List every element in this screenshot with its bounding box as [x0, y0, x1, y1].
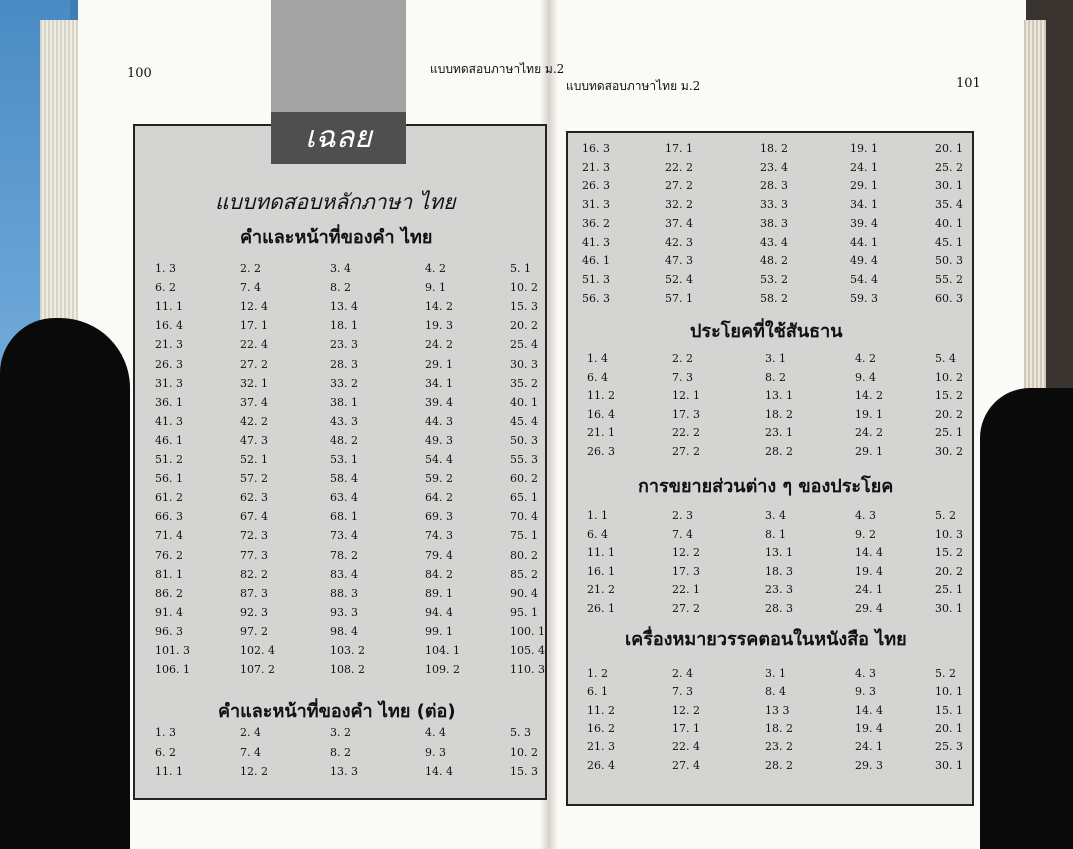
answer-cell: 41. 3 — [582, 235, 610, 249]
answer-cell: 22. 4 — [672, 740, 700, 754]
answer-cell: 25. 1 — [935, 583, 963, 596]
answer-cell: 5. 3 — [510, 726, 531, 739]
answer-cell: 20. 2 — [510, 319, 538, 333]
answer-cell: 19. 3 — [425, 319, 453, 333]
answer-cell: 48. 2 — [330, 433, 358, 447]
answer-cell: 16. 4 — [587, 407, 615, 421]
answer-cell: 28. 3 — [330, 357, 358, 371]
answer-cell: 14. 4 — [855, 546, 883, 559]
answer-cell: 14. 4 — [425, 765, 453, 778]
answer-cell: 93. 3 — [330, 605, 358, 619]
answer-cell: 23. 4 — [760, 160, 788, 174]
answer-cell: 21. 1 — [587, 426, 615, 439]
answer-cell: 92. 3 — [240, 605, 268, 619]
answer-cell: 62. 3 — [240, 491, 268, 505]
answer-cell: 4. 2 — [855, 352, 876, 365]
answer-cell: 51. 2 — [155, 453, 183, 466]
answer-cell: 80. 2 — [510, 548, 538, 562]
answer-cell: 70. 4 — [510, 510, 538, 524]
answer-cell: 49. 3 — [425, 433, 453, 447]
answer-cell: 53. 2 — [760, 272, 788, 286]
answer-cell: 19. 4 — [855, 564, 883, 578]
answer-cell: 1. 4 — [587, 352, 608, 365]
answer-cell: 56. 1 — [155, 472, 183, 486]
answer-cell: 1. 3 — [155, 726, 176, 739]
answer-cell: 21. 3 — [155, 338, 183, 352]
answer-cell: 12. 2 — [672, 703, 700, 717]
answer-cell: 10. 2 — [510, 745, 538, 759]
answer-cell: 22. 2 — [672, 426, 700, 439]
answer-cell: 77. 3 — [240, 548, 268, 562]
answer-cell: 81. 1 — [155, 567, 183, 581]
answer-cell: 36. 1 — [155, 395, 183, 409]
answer-cell: 24. 1 — [855, 583, 883, 596]
answer-cell: 95. 1 — [510, 605, 538, 619]
answer-cell: 20. 2 — [935, 407, 963, 421]
answer-cell: 19. 1 — [850, 142, 878, 155]
answer-cell: 6. 2 — [155, 745, 176, 759]
answer-cell: 12. 2 — [672, 546, 700, 559]
answer-cell: 26. 3 — [582, 179, 610, 193]
answer-cell: 84. 2 — [425, 567, 453, 581]
answer-cell: 16. 1 — [587, 564, 615, 578]
answer-cell: 49. 4 — [850, 254, 878, 268]
answer-cell: 44. 1 — [850, 235, 878, 249]
answer-cell: 27. 2 — [665, 179, 693, 193]
answer-cell: 8. 1 — [765, 527, 786, 541]
answer-cell: 3. 2 — [330, 726, 351, 739]
answer-cell: 94. 4 — [425, 605, 453, 619]
answer-cell: 8. 2 — [330, 745, 351, 759]
answer-cell: 103. 2 — [330, 644, 365, 657]
answer-cell: 24. 2 — [855, 426, 883, 439]
answer-cell: 45. 4 — [510, 414, 538, 428]
answer-cell: 3. 4 — [330, 262, 351, 275]
answer-cell: 20. 1 — [935, 721, 963, 735]
answer-cell: 3. 4 — [765, 509, 786, 522]
answer-cell: 29. 4 — [855, 601, 883, 615]
left-hand — [0, 318, 130, 849]
answer-cell: 17. 1 — [665, 142, 693, 155]
answer-cell: 4. 4 — [425, 726, 446, 739]
answer-cell: 10. 3 — [935, 527, 963, 541]
answer-cell: 28. 2 — [765, 758, 793, 772]
answer-cell: 26. 3 — [155, 357, 183, 371]
answer-cell: 3. 1 — [765, 667, 786, 680]
answer-cell: 55. 2 — [935, 272, 963, 286]
answer-cell: 85. 2 — [510, 567, 538, 581]
answer-cell: 76. 2 — [155, 548, 183, 562]
answer-cell: 7. 4 — [672, 527, 693, 541]
answer-cell: 14. 4 — [855, 703, 883, 717]
answer-cell: 45. 1 — [935, 235, 963, 249]
answer-cell: 2. 4 — [672, 667, 693, 680]
answer-cell: 2. 4 — [240, 726, 261, 739]
answer-cell: 18. 2 — [765, 721, 793, 735]
answer-cell: 26. 3 — [587, 444, 615, 458]
answer-cell: 24. 1 — [855, 740, 883, 754]
section-title: คำและหน้าที่ของคำ ไทย (ต่อ) — [218, 701, 456, 722]
answer-cell: 21. 2 — [587, 583, 615, 596]
answer-cell: 50. 3 — [510, 433, 538, 447]
answer-cell: 28. 3 — [765, 601, 793, 615]
right-hand — [980, 388, 1073, 849]
answer-cell: 46. 1 — [582, 254, 610, 268]
answer-cell: 15. 1 — [935, 703, 963, 717]
answer-cell: 18. 3 — [765, 564, 793, 578]
answer-cell: 15. 2 — [935, 389, 963, 402]
answer-cell: 71. 4 — [155, 529, 183, 543]
answer-cell: 1. 3 — [155, 262, 176, 275]
answer-cell: 64. 2 — [425, 491, 453, 505]
answer-cell: 24. 1 — [850, 160, 878, 174]
answer-cell: 18. 2 — [760, 142, 788, 155]
answer-cell: 7. 3 — [672, 370, 693, 384]
answer-cell: 38. 3 — [760, 216, 788, 230]
answer-cell: 33. 3 — [760, 198, 788, 212]
answer-cell: 74. 3 — [425, 529, 453, 543]
answer-cell: 39. 4 — [850, 216, 878, 230]
answer-cell: 12. 4 — [240, 300, 268, 314]
answer-cell: 31. 3 — [155, 376, 183, 390]
answer-cell: 1. 2 — [587, 667, 608, 680]
answer-cell: 4. 3 — [855, 509, 876, 522]
answer-cell: 27. 2 — [672, 444, 700, 458]
answer-cell: 8. 2 — [330, 281, 351, 295]
answer-cell: 23. 3 — [765, 583, 793, 596]
answer-cell: 7. 4 — [240, 745, 261, 759]
right-running-head: แบบทดสอบภาษาไทย ม.2 — [566, 79, 701, 93]
answer-cell: 34. 1 — [425, 376, 453, 390]
answer-cell: 23. 3 — [330, 338, 358, 352]
answer-cell: 20. 1 — [935, 142, 963, 155]
answer-cell: 39. 4 — [425, 395, 453, 409]
answer-cell: 26. 1 — [587, 601, 615, 615]
answer-cell: 1. 1 — [587, 509, 608, 522]
answer-cell: 33. 2 — [330, 376, 358, 390]
answer-cell: 8. 2 — [765, 370, 786, 384]
section-title: การขยายส่วนต่าง ๆ ของประโยค — [638, 476, 894, 497]
answer-cell: 3. 1 — [765, 352, 786, 365]
answer-cell: 20. 2 — [935, 564, 963, 578]
answer-cell: 54. 4 — [850, 272, 878, 286]
answer-cell: 78. 2 — [330, 548, 358, 562]
answer-cell: 17. 3 — [672, 407, 700, 421]
answer-cell: 31. 3 — [582, 198, 610, 212]
answer-cell: 88. 3 — [330, 586, 358, 600]
answer-cell: 6. 1 — [587, 685, 608, 699]
answer-cell: 11. 2 — [587, 703, 615, 717]
answer-cell: 102. 4 — [240, 644, 275, 657]
answer-cell: 65. 1 — [510, 491, 538, 505]
answer-cell: 67. 4 — [240, 510, 268, 524]
answer-cell: 48. 2 — [760, 254, 788, 268]
answer-cell: 30. 2 — [935, 444, 963, 458]
answer-cell: 15. 3 — [510, 300, 538, 314]
answer-cell: 30. 1 — [935, 758, 963, 772]
left-page-number: 100 — [127, 66, 152, 81]
answer-cell: 30. 3 — [510, 357, 538, 371]
answer-cell: 75. 1 — [510, 529, 538, 543]
answer-cell: 11. 1 — [587, 546, 615, 559]
answer-cell: 79. 4 — [425, 548, 453, 562]
answer-cell: 19. 1 — [855, 407, 883, 421]
answer-cell: 82. 2 — [240, 567, 268, 581]
answer-cell: 52. 4 — [665, 272, 693, 286]
answer-cell: 57. 2 — [240, 472, 268, 486]
answer-cell: 58. 2 — [760, 291, 788, 305]
answer-cell: 28. 3 — [760, 179, 788, 193]
answer-cell: 54. 4 — [425, 453, 453, 466]
answer-cell: 99. 1 — [425, 624, 453, 638]
answer-cell: 68. 1 — [330, 510, 358, 524]
section-title: เครื่องหมายวรรคตอนในหนังสือ ไทย — [625, 629, 907, 650]
answer-cell: 100. 1 — [510, 624, 545, 638]
answer-cell: 32. 2 — [665, 198, 693, 212]
answer-cell: 110. 3 — [510, 663, 545, 677]
answer-cell: 13. 4 — [330, 300, 358, 314]
answer-cell: 9. 3 — [425, 745, 446, 759]
answer-cell: 60. 2 — [510, 472, 538, 486]
answer-cell: 61. 2 — [155, 491, 183, 505]
answer-cell: 66. 3 — [155, 510, 183, 524]
answer-cell: 6. 4 — [587, 370, 608, 384]
right-page-number: 101 — [956, 76, 981, 91]
answer-cell: 4. 3 — [855, 667, 876, 680]
answer-cell: 60. 3 — [935, 291, 963, 305]
answer-cell: 11. 1 — [155, 300, 183, 314]
answer-cell: 59. 3 — [850, 291, 878, 305]
answer-cell: 9. 4 — [855, 370, 876, 384]
answer-cell: 22. 1 — [672, 583, 700, 596]
answer-cell: 10. 2 — [935, 370, 963, 384]
answer-cell: 16. 2 — [587, 721, 615, 735]
answer-cell: 63. 4 — [330, 491, 358, 505]
answer-cell: 13 3 — [765, 703, 790, 717]
answer-cell: 29. 1 — [850, 179, 878, 193]
answer-cell: 40. 1 — [510, 395, 538, 409]
answer-cell: 96. 3 — [155, 624, 183, 638]
answer-cell: 47. 3 — [240, 433, 268, 447]
answer-cell: 26. 4 — [587, 758, 615, 772]
answer-cell: 24. 2 — [425, 338, 453, 352]
answer-cell: 7. 4 — [240, 281, 261, 295]
answer-cell: 28. 2 — [765, 444, 793, 458]
answer-cell: 25. 3 — [935, 740, 963, 754]
answer-cell: 57. 1 — [665, 291, 693, 305]
answer-cell: 55. 3 — [510, 453, 538, 466]
section-title: คำและหน้าที่ของคำ ไทย — [240, 227, 433, 248]
answer-cell: 40. 1 — [935, 216, 963, 230]
answer-cell: 19. 4 — [855, 721, 883, 735]
answer-cell: 90. 4 — [510, 586, 538, 600]
answer-cell: 12. 1 — [672, 389, 700, 402]
answer-cell: 43. 3 — [330, 414, 358, 428]
answer-cell: 5. 4 — [935, 352, 956, 365]
answer-cell: 18. 1 — [330, 319, 358, 333]
answer-cell: 98. 4 — [330, 624, 358, 638]
answer-cell: 21. 3 — [587, 740, 615, 754]
answer-cell: 42. 3 — [665, 235, 693, 249]
answer-cell: 43. 4 — [760, 235, 788, 249]
tab-gray-block — [271, 0, 406, 112]
answer-cell: 53. 1 — [330, 453, 358, 466]
answer-cell: 5. 2 — [935, 509, 956, 522]
answer-cell: 41. 3 — [155, 414, 183, 428]
answer-cell: 23. 2 — [765, 740, 793, 754]
answer-cell: 107. 2 — [240, 663, 275, 677]
answer-cell: 13. 3 — [330, 765, 358, 778]
answer-cell: 29. 1 — [425, 357, 453, 371]
answer-cell: 106. 1 — [155, 663, 190, 677]
answer-cell: 9. 1 — [425, 281, 446, 295]
answer-cell: 17. 1 — [240, 319, 268, 333]
answer-cell: 69. 3 — [425, 510, 453, 524]
main-title: แบบทดสอบหลักภาษา ไทย — [215, 190, 456, 214]
answer-cell: 91. 4 — [155, 605, 183, 619]
answer-cell: 34. 1 — [850, 198, 878, 212]
answer-cell: 21. 3 — [582, 160, 610, 174]
answer-cell: 14. 2 — [855, 389, 883, 402]
answer-cell: 9. 3 — [855, 685, 876, 699]
answer-cell: 2. 2 — [240, 262, 261, 275]
answer-cell: 50. 3 — [935, 254, 963, 268]
answer-cell: 37. 4 — [240, 395, 268, 409]
answer-cell: 30. 1 — [935, 601, 963, 615]
answer-cell: 14. 2 — [425, 300, 453, 314]
answer-cell: 12. 2 — [240, 765, 268, 778]
answer-cell: 52. 1 — [240, 453, 268, 466]
answer-cell: 13. 1 — [765, 546, 793, 559]
answer-cell: 6. 2 — [155, 281, 176, 295]
answer-cell: 42. 2 — [240, 414, 268, 428]
answer-cell: 17. 1 — [672, 721, 700, 735]
answer-cell: 7. 3 — [672, 685, 693, 699]
answer-cell: 72. 3 — [240, 529, 268, 543]
answer-cell: 51. 3 — [582, 272, 610, 286]
answer-cell: 25. 1 — [935, 426, 963, 439]
answer-cell: 16. 4 — [155, 319, 183, 333]
answer-cell: 15. 3 — [510, 765, 538, 778]
answer-cell: 23. 1 — [765, 426, 793, 439]
answer-cell: 4. 2 — [425, 262, 446, 275]
answer-cell: 16. 3 — [582, 142, 610, 155]
answer-cell: 11. 1 — [155, 765, 183, 778]
answer-cell: 105. 4 — [510, 644, 545, 657]
answer-cell: 25. 2 — [935, 160, 963, 174]
answer-cell: 22. 2 — [665, 160, 693, 174]
answer-cell: 29. 1 — [855, 444, 883, 458]
answer-cell: 73. 4 — [330, 529, 358, 543]
answer-cell: 30. 1 — [935, 179, 963, 193]
answer-cell: 8. 4 — [765, 685, 786, 699]
tab-label: เฉลย — [271, 112, 406, 164]
answer-cell: 56. 3 — [582, 291, 610, 305]
section-title: ประโยคที่ใช้สันธาน — [690, 321, 843, 342]
answer-cell: 5. 1 — [510, 262, 531, 275]
answer-cell: 2. 3 — [672, 509, 693, 522]
answer-cell: 27. 2 — [240, 357, 268, 371]
answer-cell: 59. 2 — [425, 472, 453, 486]
answer-cell: 86. 2 — [155, 586, 183, 600]
answer-cell: 35. 2 — [510, 376, 538, 390]
answer-cell: 27. 2 — [672, 601, 700, 615]
answer-cell: 46. 1 — [155, 433, 183, 447]
answer-cell: 47. 3 — [665, 254, 693, 268]
answer-cell: 25. 4 — [510, 338, 538, 352]
answer-cell: 58. 4 — [330, 472, 358, 486]
answer-cell: 17. 3 — [672, 564, 700, 578]
answer-cell: 108. 2 — [330, 663, 365, 677]
answer-cell: 22. 4 — [240, 338, 268, 352]
left-running-head: แบบทดสอบภาษาไทย ม.2 — [430, 62, 565, 76]
answer-cell: 36. 2 — [582, 216, 610, 230]
answer-cell: 44. 3 — [425, 414, 453, 428]
answer-cell: 37. 4 — [665, 216, 693, 230]
answer-cell: 101. 3 — [155, 644, 190, 657]
answer-cell: 10. 1 — [935, 685, 963, 699]
answer-cell: 27. 4 — [672, 758, 700, 772]
answer-cell: 32. 1 — [240, 376, 268, 390]
answer-cell: 9. 2 — [855, 527, 876, 541]
answer-cell: 18. 2 — [765, 407, 793, 421]
answer-cell: 5. 2 — [935, 667, 956, 680]
answer-cell: 29. 3 — [855, 758, 883, 772]
answer-cell: 104. 1 — [425, 644, 460, 657]
answer-cell: 6. 4 — [587, 527, 608, 541]
answer-cell: 11. 2 — [587, 389, 615, 402]
answer-cell: 109. 2 — [425, 663, 460, 677]
answer-cell: 2. 2 — [672, 352, 693, 365]
answer-cell: 10. 2 — [510, 281, 538, 295]
answer-cell: 35. 4 — [935, 198, 963, 212]
answer-cell: 97. 2 — [240, 624, 268, 638]
answer-cell: 83. 4 — [330, 567, 358, 581]
answer-cell: 13. 1 — [765, 389, 793, 402]
answer-cell: 89. 1 — [425, 586, 453, 600]
answer-cell: 87. 3 — [240, 586, 268, 600]
answer-cell: 38. 1 — [330, 395, 358, 409]
answer-cell: 15. 2 — [935, 546, 963, 559]
